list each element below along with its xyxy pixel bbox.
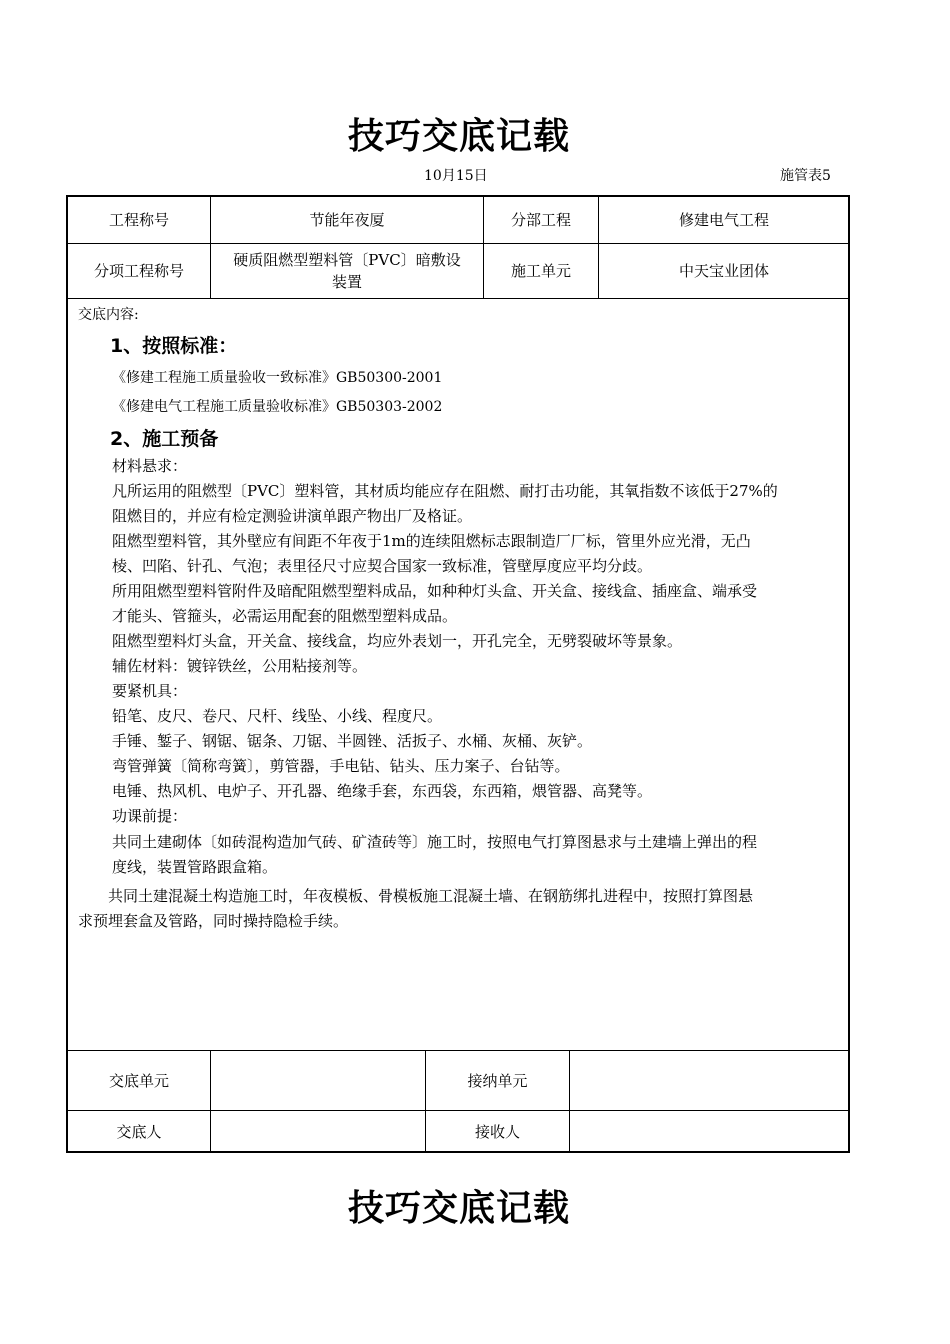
subitem-value-line1: 硬质阻燃型塑料管〔PVC〕暗敷设: [233, 251, 461, 269]
row-divider: [67, 298, 850, 299]
receiving-unit-label: 接纳单元: [467, 1071, 528, 1090]
page-title: 技巧交底记载: [347, 116, 570, 157]
subitem-label: 分项工程称号: [93, 262, 184, 280]
paragraph-line: 求预埋套盒及管路，同时操持隐检手续。: [78, 912, 349, 930]
handover-person-field[interactable]: [211, 1111, 425, 1152]
division-label: 分部工程: [510, 210, 571, 229]
prerequisites-label: 功课前提：: [112, 807, 188, 825]
construction-unit-value: 中天宝业团体: [678, 262, 769, 280]
paragraph-line: 棱、凹陷、针孔、气泡；表里径尺寸应契合国家一致标准，管壁厚度应平均分歧。: [112, 557, 653, 575]
tool-line: 电锤、热风机、电炉子、开孔器、绝缘手套，东西袋，东西箱，煨管器、高凳等。: [112, 782, 653, 800]
paragraph-line: 所用阻燃型塑料管附件及暗配阻燃型塑料成品，如种种灯头盒、开关盒、接线盒、插座盒、端承受: [112, 582, 758, 600]
paragraph-line: 阻燃型塑料灯头盒，开关盒、接线盒，均应外表划一，开孔完全，无劈裂破坏等景象。: [112, 632, 683, 650]
project-name-label: 工程称号: [108, 210, 169, 229]
paragraph-line: 阻燃型塑料管，其外壁应有间距不年夜于1m的连续阻燃标志跟制造厂厂标，管里外应光滑，无凸: [112, 532, 751, 550]
section-2-heading: 2、施工预备: [110, 428, 219, 450]
standard-1: 《修建工程施工质量验收一致标准》GB50300-2001: [112, 370, 443, 386]
tool-line: 弯管弹簧〔简称弯簧〕，剪管器，手电钻、钻头、压力案子、台钻等。: [112, 757, 570, 775]
paragraph-line: 凡所运用的阻燃型〔PVC〕塑料管，其材质均能应存在阻燃、耐打击功能，其氧指数不该低于27%的: [112, 482, 778, 500]
construction-unit-label: 施工单元: [510, 262, 571, 280]
paragraph-line: 才能头、管箍头，必需运用配套的阻燃型塑料成品。: [112, 607, 458, 625]
handover-person-label: 交底人: [116, 1122, 162, 1141]
paragraph-line: 度线，装置管路跟盒箱。: [112, 858, 278, 876]
materials-label: 材料悬求：: [112, 457, 188, 475]
date-text: 10月15日: [424, 168, 488, 184]
paragraph-line: 共同土建砌体〔如砖混构造加气砖、矿渣砖等〕施工时，按照电气打算图悬求与土建墙上弹出的程: [112, 833, 758, 851]
division-value: 修建电气工程: [678, 210, 769, 229]
receiving-unit-field[interactable]: [570, 1051, 849, 1110]
handover-unit-field[interactable]: [211, 1051, 425, 1110]
paragraph-line: 阻燃目的，并应有检定测验讲演单跟产物出厂及格证。: [112, 507, 473, 525]
project-name-value: 节能年夜厦: [309, 210, 385, 229]
handover-unit-label: 交底单元: [108, 1071, 169, 1090]
receiver-field[interactable]: [570, 1111, 849, 1152]
receiver-label: 接收人: [474, 1122, 520, 1141]
tools-label: 要紧机具：: [112, 682, 188, 700]
tool-line: 铅笔、皮尺、卷尺、尺杆、线坠、小线、程度尺。: [112, 707, 443, 725]
standard-2: 《修建电气工程施工质量验收标准》GB50303-2002: [112, 399, 443, 415]
subitem-value: [211, 244, 483, 298]
content-label: 交底内容:: [78, 307, 139, 323]
tool-line: 手锤、錾子、钢锯、锯条、刀锯、半圆锉、活扳子、水桶、灰桶、灰铲。: [112, 732, 593, 750]
paragraph-line: 辅佐材料：镀锌铁丝，公用粘接剂等。: [112, 657, 368, 675]
next-page-title: 技巧交底记载: [347, 1188, 570, 1229]
paragraph-line: 共同土建混凝土构造施工时，年夜模板、骨模板施工混凝土墙、在钢筋绑扎进程中，按照打算图悬: [108, 887, 754, 905]
form-number: 施管表5: [780, 168, 831, 184]
subitem-value-line2: 装置: [331, 273, 362, 291]
section-1-heading: 1、按照标准：: [110, 335, 238, 357]
